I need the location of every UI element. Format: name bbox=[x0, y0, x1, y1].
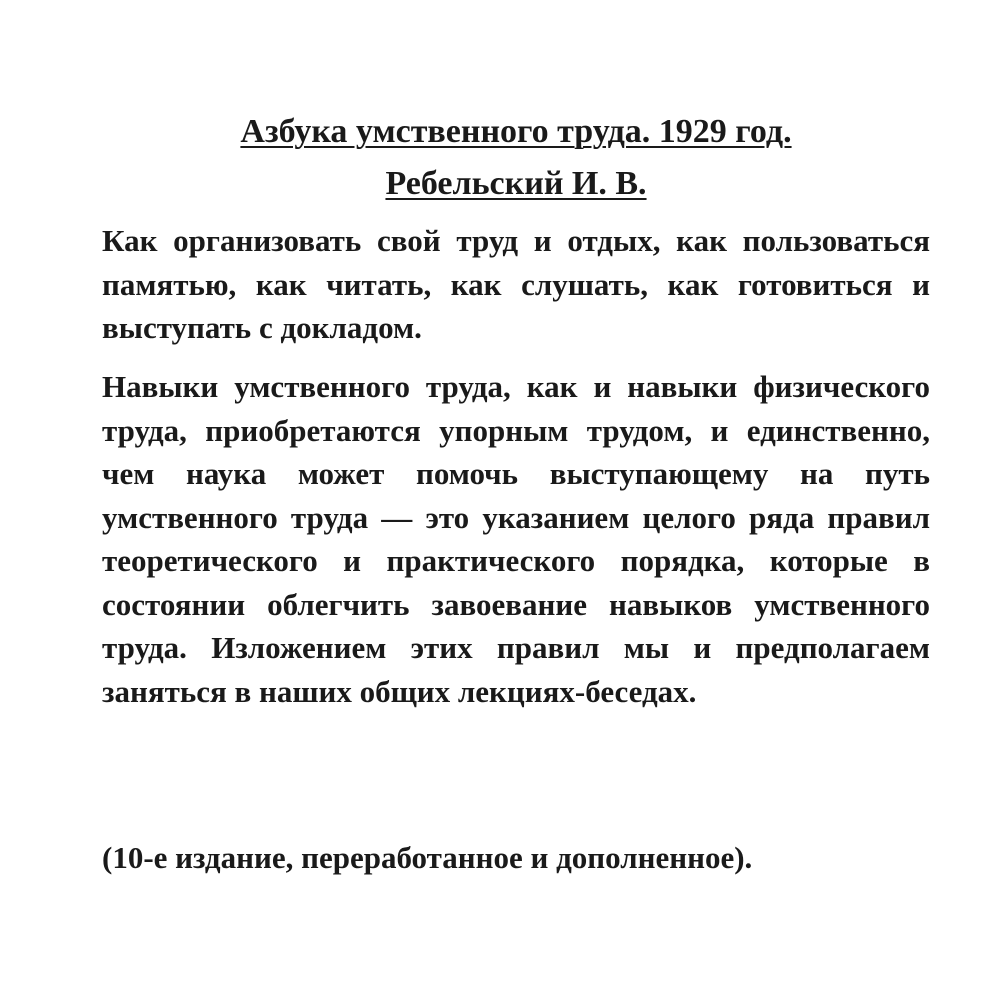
book-author: Ребельский И. В. bbox=[385, 165, 647, 202]
intro-paragraph: Как организовать свой труд и отдых, как пользоваться памятью, как читать, как слушать, как готовиться и выступать с докладом. bbox=[102, 223, 930, 345]
book-title: Азбука умственного труда. 1929 год. bbox=[240, 113, 792, 150]
edition-note: (10-е издание, переработанное и дополненное). bbox=[102, 840, 753, 875]
main-paragraph: Навыки умственного труда, как и навыки физического труда, приобретаются упорным трудом, и единственно, чем наука может помочь выступающему на путь умственного труда — это указанием целого ряда правил теоретического и практического порядка, которые в состоянии облегчить завоевание навыков умственного труда. Изложением этих правил мы и предполагаем заняться в наших общих лекциях-беседах. bbox=[102, 369, 930, 709]
